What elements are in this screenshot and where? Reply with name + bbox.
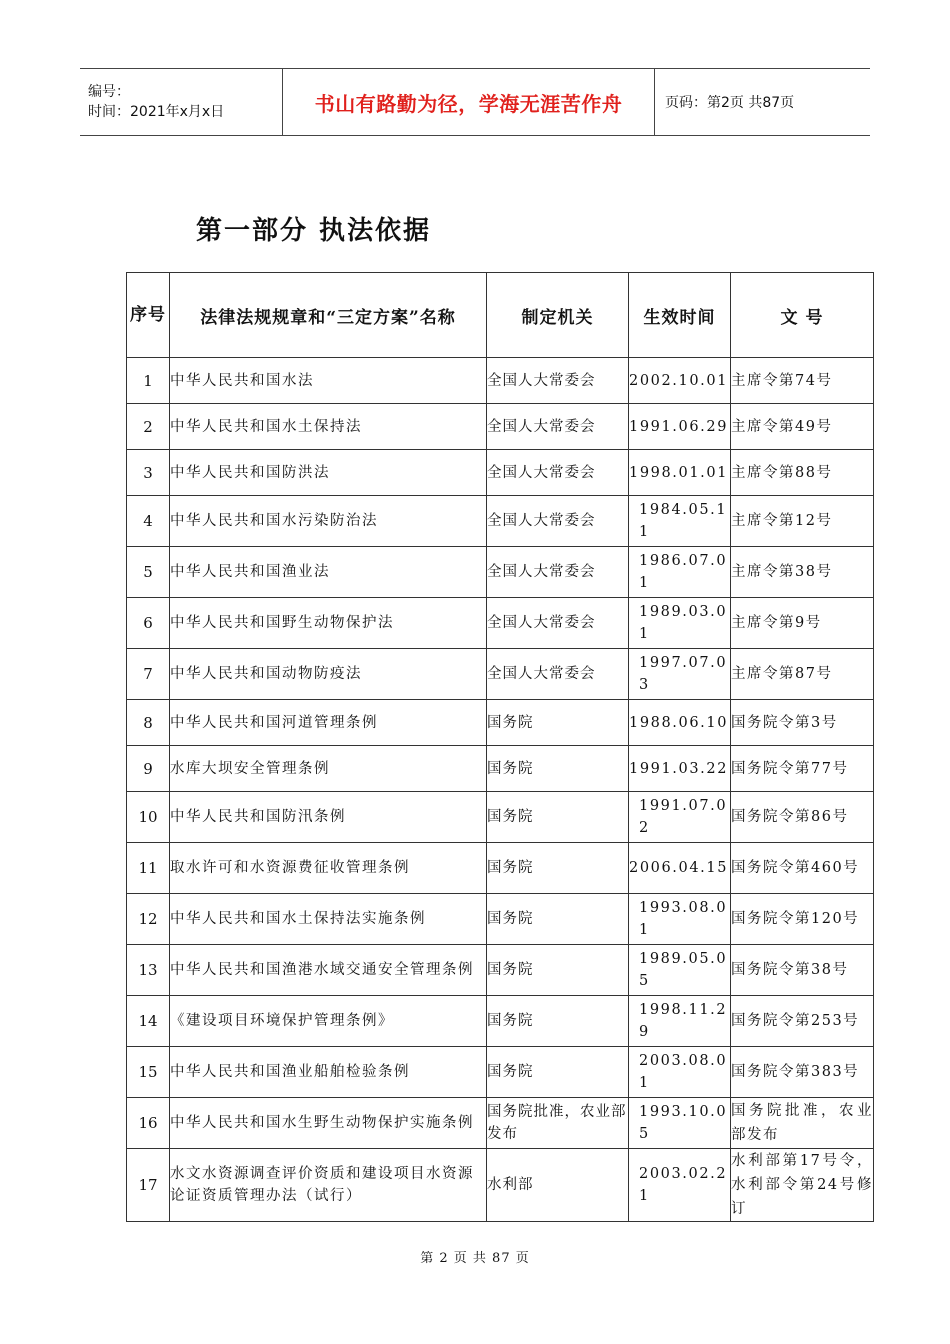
row-org: 全国人大常委会 [487,404,629,450]
row-no: 9 [127,746,170,792]
row-org: 国务院 [487,894,629,945]
row-no: 13 [127,945,170,996]
row-org: 全国人大常委会 [487,496,629,547]
row-org: 水利部 [487,1149,629,1222]
row-name: 中华人民共和国防汛条例 [170,792,487,843]
row-doc: 主席令第74号 [731,358,874,404]
row-org: 国务院 [487,945,629,996]
row-name: 中华人民共和国野生动物保护法 [170,598,487,649]
row-doc: 国务院令第38号 [731,945,874,996]
row-doc: 国务院令第253号 [731,996,874,1047]
row-date: 1991.06.29 [629,404,731,450]
row-no: 14 [127,996,170,1047]
row-no: 10 [127,792,170,843]
code-label: 编号： [88,84,130,100]
row-date: 1989.05.05 [629,945,731,996]
header-page-info: 页码：第2页 共87页 [665,95,795,111]
table-row [127,1047,874,1098]
row-org: 全国人大常委会 [487,358,629,404]
row-doc: 水利部第17号令，水利部令第24号修订 [731,1149,874,1222]
page-footer: 第 2 页 共 87 页 [420,1251,530,1266]
row-date: 1986.07.01 [629,547,731,598]
row-doc: 主席令第87号 [731,649,874,700]
row-date: 2003.08.01 [629,1047,731,1098]
row-doc: 国务院令第86号 [731,792,874,843]
time-label: 时间：2021年x月x日 [88,104,225,120]
row-doc: 主席令第88号 [731,450,874,496]
table-row [127,404,874,450]
row-no: 1 [127,358,170,404]
table-row [127,450,874,496]
row-no: 11 [127,843,170,894]
table-row [127,746,874,792]
header-date: 生效时间 [629,273,731,358]
row-no: 17 [127,1149,170,1222]
table-row [127,1149,874,1222]
row-no: 6 [127,598,170,649]
row-org: 国务院 [487,996,629,1047]
row-date: 1984.05.11 [629,496,731,547]
row-org: 国务院 [487,843,629,894]
row-name: 中华人民共和国水土保持法实施条例 [170,894,487,945]
row-date: 1998.01.01 [629,450,731,496]
row-doc: 国务院令第383号 [731,1047,874,1098]
row-org: 国务院批准，农业部发布 [487,1098,629,1149]
row-date: 1998.11.29 [629,996,731,1047]
header-name: 法律法规规章和“三定方案”名称 [170,273,487,358]
row-org: 国务院 [487,1047,629,1098]
row-org: 全国人大常委会 [487,649,629,700]
row-no: 15 [127,1047,170,1098]
row-date: 1991.03.22 [629,746,731,792]
row-no: 8 [127,700,170,746]
row-name: 中华人民共和国水生野生动物保护实施条例 [170,1098,487,1149]
table-row [127,649,874,700]
row-doc: 主席令第49号 [731,404,874,450]
row-name: 取水许可和水资源费征收管理条例 [170,843,487,894]
row-date: 1993.08.01 [629,894,731,945]
row-name: 《建设项目环境保护管理条例》 [170,996,487,1047]
row-no: 4 [127,496,170,547]
row-name: 中华人民共和国防洪法 [170,450,487,496]
row-org: 国务院 [487,700,629,746]
table-row [127,792,874,843]
row-no: 5 [127,547,170,598]
row-no: 16 [127,1098,170,1149]
header-motto: 书山有路勤为径，学海无涯苦作舟 [283,69,655,135]
table-row [127,358,874,404]
section-title: 第一部分 执法依据 [196,216,432,246]
table-row [127,700,874,746]
row-org: 国务院 [487,746,629,792]
row-date: 1988.06.10 [629,700,731,746]
page-header [80,68,870,136]
header-doc: 文 号 [731,273,874,358]
row-name: 中华人民共和国渔港水域交通安全管理条例 [170,945,487,996]
row-name: 中华人民共和国水土保持法 [170,404,487,450]
row-org: 全国人大常委会 [487,598,629,649]
table-row [127,598,874,649]
row-org: 国务院 [487,792,629,843]
row-name: 中华人民共和国渔业船舶检验条例 [170,1047,487,1098]
row-name: 中华人民共和国渔业法 [170,547,487,598]
table-row [127,496,874,547]
header-meta [80,69,283,135]
row-org: 全国人大常委会 [487,450,629,496]
row-no: 2 [127,404,170,450]
row-name: 中华人民共和国水法 [170,358,487,404]
row-name: 中华人民共和国动物防疫法 [170,649,487,700]
law-basis-table [126,272,874,1222]
table-header-row [127,273,874,358]
row-date: 2006.04.15 [629,843,731,894]
row-doc: 国务院令第77号 [731,746,874,792]
row-doc: 主席令第12号 [731,496,874,547]
row-doc: 国务院令第120号 [731,894,874,945]
row-doc: 主席令第9号 [731,598,874,649]
table-row [127,894,874,945]
row-name: 水库大坝安全管理条例 [170,746,487,792]
header-org: 制定机关 [487,273,629,358]
table-row [127,1098,874,1149]
row-date: 2002.10.01 [629,358,731,404]
row-name: 中华人民共和国河道管理条例 [170,700,487,746]
row-no: 7 [127,649,170,700]
table-row [127,843,874,894]
row-date: 1991.07.02 [629,792,731,843]
row-doc: 国务院批准，农业部发布 [731,1098,874,1149]
row-name: 水文水资源调查评价资质和建设项目水资源论证资质管理办法（试行） [170,1149,487,1222]
row-date: 1997.07.03 [629,649,731,700]
row-date: 2003.02.21 [629,1149,731,1222]
row-doc: 国务院令第460号 [731,843,874,894]
row-doc: 国务院令第3号 [731,700,874,746]
table-row [127,996,874,1047]
row-name: 中华人民共和国水污染防治法 [170,496,487,547]
row-doc: 主席令第38号 [731,547,874,598]
row-date: 1993.10.05 [629,1098,731,1149]
table-row [127,945,874,996]
row-no: 12 [127,894,170,945]
table-row [127,547,874,598]
row-date: 1989.03.01 [629,598,731,649]
row-no: 3 [127,450,170,496]
row-org: 全国人大常委会 [487,547,629,598]
header-no: 序号 [127,273,170,358]
